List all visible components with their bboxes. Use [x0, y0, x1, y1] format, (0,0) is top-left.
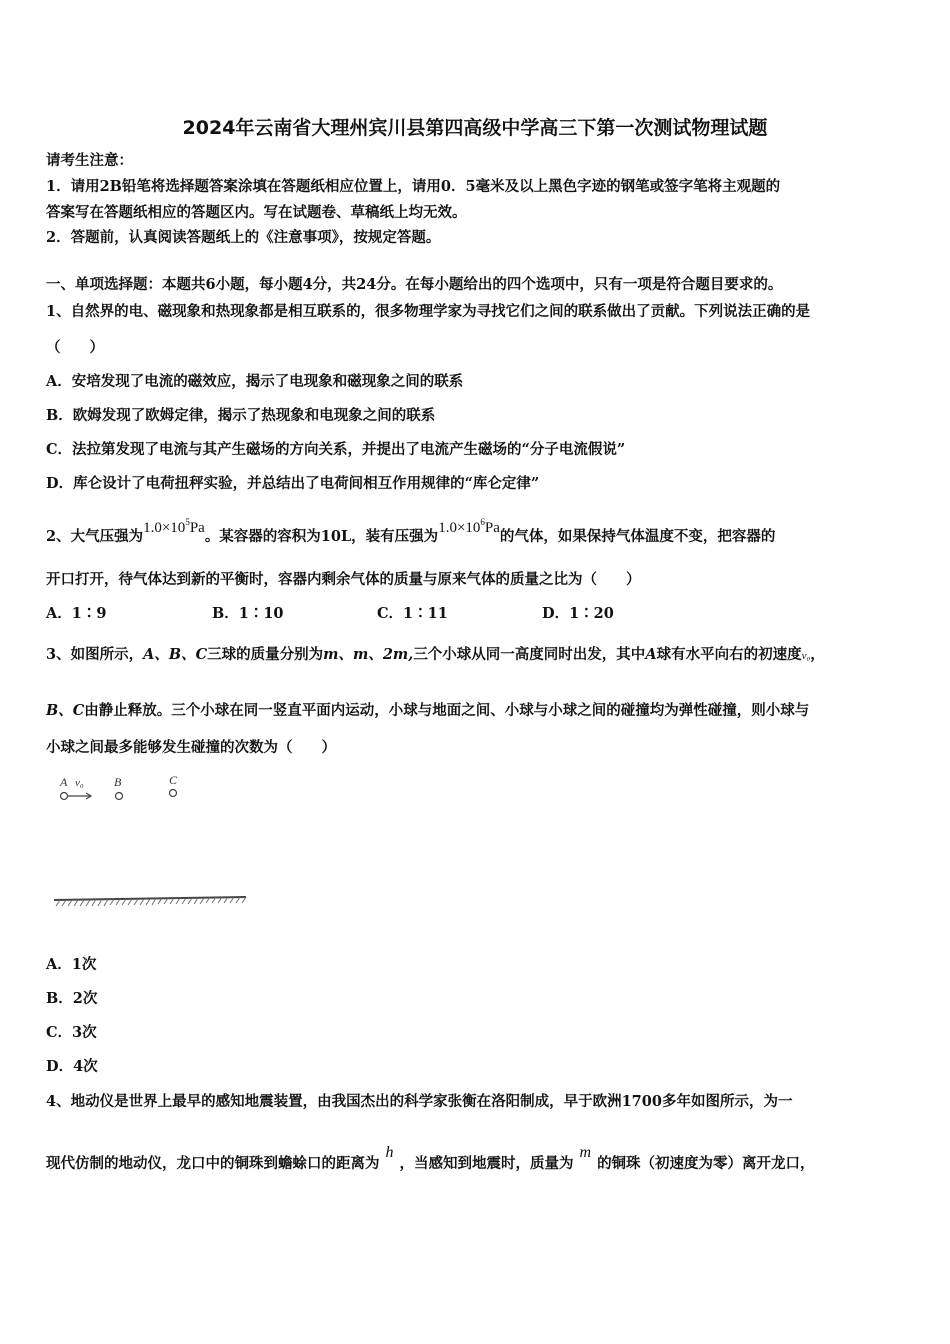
ball-c	[170, 790, 177, 797]
formula-base: 1.0×10	[438, 520, 481, 536]
q3-ball-bc: B、C	[46, 702, 85, 719]
q1-option-b: B．欧姆发现了欧姆定律，揭示了热现象和电现象之间的联系	[46, 407, 436, 424]
q3-text: 三个小球从同一高度同时出发，其中	[413, 646, 646, 663]
q4-text: ，当感知到地震时，质量为	[399, 1155, 574, 1172]
q1-option-c: C．法拉第发现了电流与其产生磁场的方向关系，并提出了电流产生磁场的“分子电流假说”	[46, 441, 626, 458]
page-title: 2024年云南省大理州宾川县第四高级中学高三下第一次测试物理试题	[182, 117, 768, 139]
q2-formula-1	[143, 517, 205, 536]
q3-option-a: A．1次	[46, 956, 97, 973]
formula-base: 1.0×10	[143, 520, 186, 536]
fig-label-c: C	[169, 773, 178, 787]
question-3-stem-line3: 小球之间最多能够发生碰撞的次数为（ ）	[46, 739, 336, 756]
notice-heading: 请考生注意：	[46, 152, 133, 169]
question-2-stem-line2: 开口打开，待气体达到新的平衡时，容器内剩余气体的质量与原来气体的质量之比为（ ）	[46, 571, 641, 588]
notice-line: 2．答题前，认真阅读答题纸上的《注意事项》，按规定答题。	[46, 229, 441, 246]
section-heading: 一、单项选择题：本题共6小题，每小题4分，共24分。在每小题给出的四个选项中，只有一项是符合题目要求的。	[46, 276, 783, 293]
notice-line: 答案写在答题纸相应的答题区内。写在试题卷、草稿纸上均无效。	[46, 204, 467, 221]
q3-masses: m、m、2m,	[323, 646, 414, 663]
question-2-stem	[46, 517, 776, 546]
q3-text: 三球的质量分别为	[207, 646, 324, 663]
ball-a	[61, 793, 68, 800]
formula-unit: Pa	[484, 520, 500, 536]
q2-formula-2	[438, 517, 500, 536]
q3-text: 3、如图所示，	[46, 646, 144, 663]
formula-exponent: 5	[185, 517, 190, 527]
fig-label-v0: v₀	[75, 777, 84, 789]
q3-text: ，	[810, 646, 825, 663]
q2-text: 2、大气压强为	[46, 528, 144, 545]
formula-unit: Pa	[189, 520, 205, 536]
q3-ball-a: A	[645, 646, 657, 663]
q2-option-a: A．1∶9	[46, 605, 107, 622]
q1-option-a: A．安培发现了电流的磁效应，揭示了电现象和磁现象之间的联系	[46, 373, 464, 390]
q4-text: 现代仿制的地动仪，龙口中的铜珠到蟾蜍口的距离为	[46, 1155, 380, 1172]
q4-symbol-m: m	[579, 1144, 592, 1161]
q4-text: 的铜珠（初速度为零）离开龙口，	[597, 1155, 815, 1172]
q4-symbol-h: h	[385, 1144, 394, 1161]
question-1-stem: 1、自然界的电、磁现象和热现象都是相互联系的，很多物理学家为寻找它们之间的联系做出了贡献。下列说法正确的是	[46, 303, 811, 320]
q1-option-d: D．库仑设计了电荷扭秤实验，并总结出了电荷间相互作用规律的“库仑定律”	[46, 475, 540, 492]
q3-option-c: C．3次	[46, 1024, 97, 1041]
question-4-stem-line2	[46, 1144, 815, 1173]
q2-text: 。某容器的容积为10L，装有压强为	[204, 528, 439, 545]
q3-figure	[50, 770, 260, 915]
question-4-stem: 4、地动仪是世界上最早的感知地震装置，由我国杰出的科学家张衡在洛阳制成，早于欧洲1700多年如图所示，为一	[46, 1093, 793, 1110]
q2-option-d: D．1∶20	[542, 605, 614, 622]
formula-exponent: 6	[480, 517, 485, 527]
q2-option-c: C．1∶11	[377, 605, 448, 622]
question-3-stem-line2	[46, 702, 809, 720]
q3-v0-symbol: v₀	[801, 650, 811, 662]
q3-option-b: B．2次	[46, 990, 98, 1007]
q2-text: 的气体，如果保持气体温度不变，把容器的	[499, 528, 776, 545]
fig-label-a: A	[60, 775, 68, 789]
q3-text: 球有水平向右的初速度	[656, 646, 802, 663]
question-3-stem	[46, 646, 825, 665]
q2-option-b: B．1∶10	[212, 605, 284, 622]
question-1-paren: （ ）	[46, 339, 104, 356]
q3-text: 由静止释放。三个小球在同一竖直平面内运动，小球与地面之间、小球与小球之间的碰撞均为弹性碰撞，则小球与	[84, 702, 810, 719]
notice-line: 1．请用2B铅笔将选择题答案涂填在答题纸相应位置上，请用0．5毫米及以上黑色字迹的钢笔或签字笔将主观题的	[46, 178, 781, 195]
fig-label-b: B	[114, 775, 122, 789]
q3-ball-labels: A、B、C	[143, 646, 208, 663]
q3-option-d: D．4次	[46, 1058, 98, 1075]
ball-b	[116, 793, 123, 800]
